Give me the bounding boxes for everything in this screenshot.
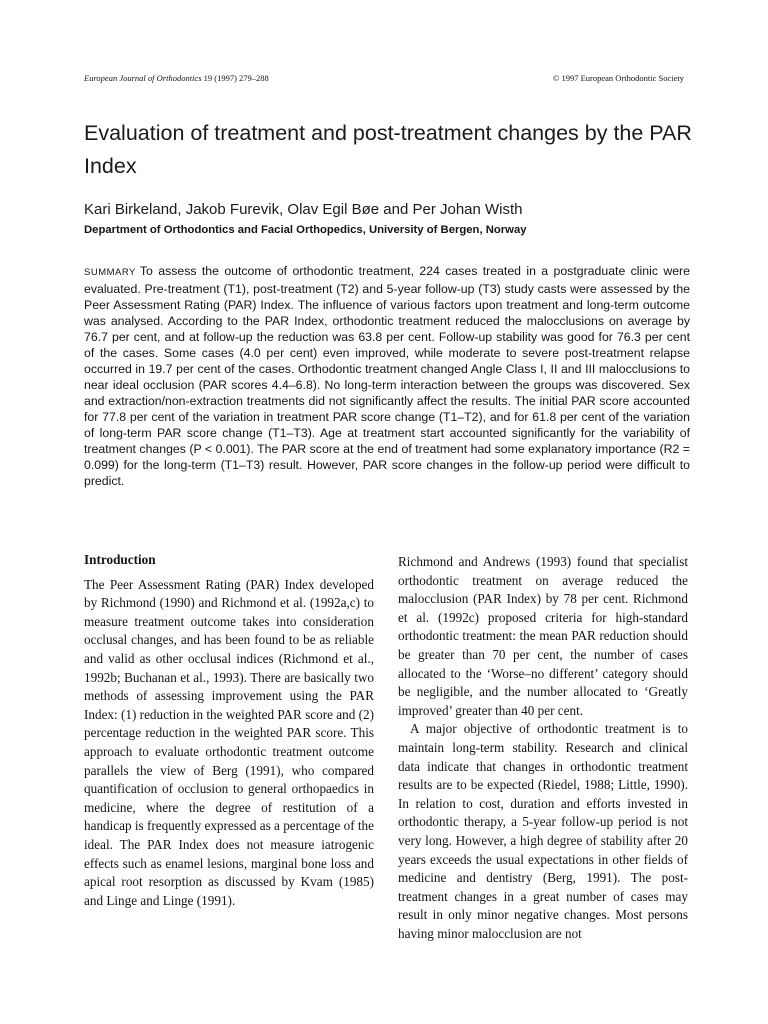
journal-name: European Journal of Orthodontics: [84, 73, 202, 83]
article-title: Evaluation of treatment and post-treatment changes by the PAR Index: [84, 121, 692, 178]
author-list: Kari Birkeland, Jakob Furevik, Olav Egil Bøe and Per Johan Wisth: [84, 201, 523, 218]
section-heading-introduction: Introduction: [84, 552, 156, 567]
paragraph: Richmond and Andrews (1993) found that specialist orthodontic treatment on average reduced the malocclusion (PAR Index) by 78 per cent. Richmond et al. (1992c) proposed criteria for high-standard orthodontic treatment: the mean PAR reduction should be greater than 70 per cent, the number of cases allocated to the ‘Worse–no different’ category should be negligible, and the number allocated to ‘Greatly improved’ greater than 40 per cent.: [398, 554, 688, 718]
summary-abstract: [84, 263, 690, 489]
journal-citation: [84, 73, 269, 83]
author-affiliation: Department of Orthodontics and Facial Orthopedics, University of Bergen, Norway: [84, 224, 527, 236]
copyright-notice: © 1997 European Orthodontic Society: [552, 73, 684, 83]
right-column: [398, 553, 688, 943]
left-column: [84, 551, 374, 910]
paragraph: The Peer Assessment Rating (PAR) Index developed by Richmond (1990) and Richmond et al. (1992a,c) to measure treatment outcome takes into consideration occlusal changes, and has been found to be as reliable and valid as other occlusal indices (Richmond et al., 1992b; Buchanan et al., 1993). There are basically two methods of assessing improvement using the PAR Index: (1) reduction in the weighted PAR score and (2) percentage reduction in the weighted PAR score. This approach to evaluate orthodontic treatment outcome parallels the view of Berg (1991), who compared quantification of occlusion to general orthopaedics in medicine, where the degree of restitution of a handicap is frequently expressed as a percentage of the ideal. The PAR Index does not measure iatrogenic effects such as enamel lesions, marginal bone loss and apical root resorption as discussed by Kvam (1985) and Linge and Linge (1991).: [84, 576, 374, 908]
running-header: [84, 73, 684, 87]
summary-text: To assess the outcome of orthodontic treatment, 224 cases treated in a postgraduate clinic were evaluated. Pre-treatment (T1), post-treatment (T2) and 5-year follow-up (T3) study casts were assessed by the Peer Assessment Rating (PAR) Index. The influence of various factors upon treatment and long-term outcome was analysed. According to the PAR Index, orthodontic treatment reduced the malocclusions on average by 76.7 per cent, and at follow-up the reduction was 63.8 per cent. Follow-up stability was good for 76.3 per cent of the cases. Some cases (4.0 per cent) even improved, while moderate to severe post-treatment relapse occurred in 19.7 per cent of the cases. Orthodontic treatment changed Angle Class I, II and III malocclusions to near ideal occlusion (PAR scores 4.4–6.8). No long-term interaction between the groups was discovered. Sex and extraction/non-extraction treatments did not significantly affect the results. The initial PAR score accounted for 77.8 per cent of the variation in treatment PAR score change (T1–T2), and for 61.8 per cent of the variation of long-term PAR score change (T1–T3). Age at treatment start accounted significantly for the variability of treatment changes (P < 0.001). The PAR score at the end of treatment had some explanatory importance (R2 = 0.099) for the long-term (T1–T3) result. However, PAR score changes in the follow-up period were difficult to predict.: [84, 264, 690, 488]
volume-pages: 19 (1997) 279–288: [201, 73, 269, 83]
summary-label: SUMMARY: [84, 267, 136, 278]
paragraph: A major objective of orthodontic treatment is to maintain long-term stability. Research and clinical data indicate that changes in orthodontic treatment results are to be expected (Riedel, 1988; Little, 1990). In relation to cost, duration and efforts invested in orthodontic therapy, a 5-year follow-up period is not very long. However, a high degree of stability after 20 years exceeds the usual expectations in other fields of medicine and dentistry (Berg, 1991). The post-treatment changes in a great number of cases may result in only minor negative changes. Most persons having minor malocclusion are not: [398, 721, 688, 941]
